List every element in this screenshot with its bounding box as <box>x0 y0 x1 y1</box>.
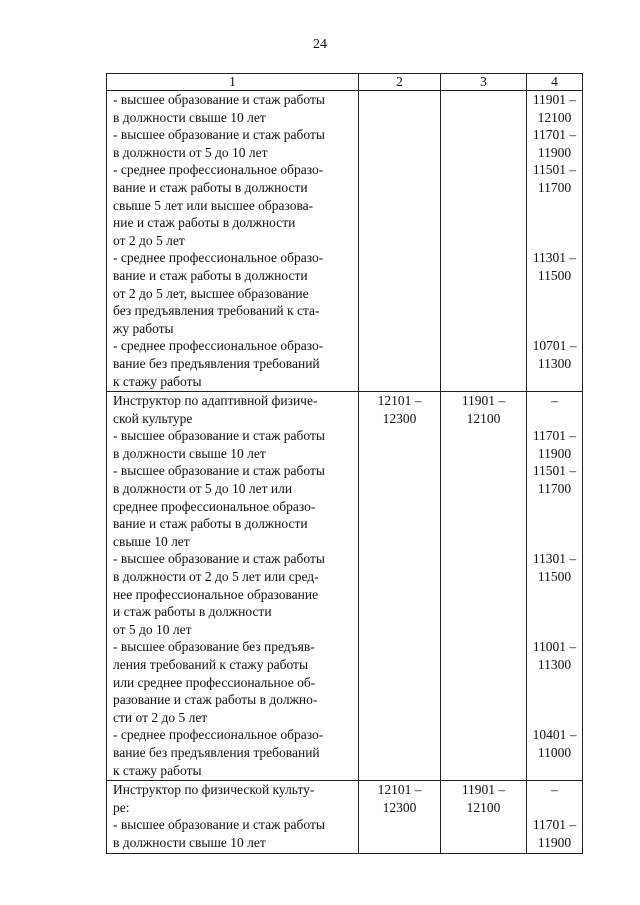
table-cell-col4 <box>527 91 583 392</box>
cell-line: вание без предъявления требований <box>113 355 320 371</box>
cell-line: – <box>551 782 558 798</box>
cell-line: 11301 – <box>532 250 577 266</box>
cell-line: - среднее профессиональное образо- <box>113 338 324 354</box>
cell-line: к стажу работы <box>113 762 202 778</box>
cell-line: нее профессиональное образование <box>113 586 319 602</box>
cell-line: или среднее профессиональное об- <box>113 674 316 690</box>
table-cell-col1 <box>107 91 359 392</box>
header-cell-1: 1 <box>107 74 359 91</box>
table-cell-col3 <box>441 91 527 392</box>
cell-line: жу работы <box>113 320 174 336</box>
table-cell-col2 <box>359 91 441 392</box>
cell-line <box>527 498 582 516</box>
cell-line: вание без предъявления требований <box>113 744 320 760</box>
cell-line: в должности свыше 10 лет <box>113 445 266 461</box>
cell-line <box>527 799 582 817</box>
table-header-row <box>107 74 583 91</box>
cell-line <box>527 232 582 250</box>
header-cell-3: 3 <box>441 74 527 91</box>
cell-line: 11901 – <box>532 92 577 107</box>
cell-line: 10701 – <box>532 338 577 354</box>
cell-line: разование и стаж работы в должно- <box>113 692 318 708</box>
cell-line: 11501 – <box>532 463 577 479</box>
cell-line <box>527 410 582 428</box>
cell-line: 11500 <box>537 569 572 585</box>
table-cell-col3 <box>441 781 527 853</box>
cell-line: от 5 до 10 лет <box>113 621 192 637</box>
cell-line: 12100 <box>537 109 572 125</box>
cell-line: Инструктор по физической культу- <box>113 782 315 798</box>
cell-line <box>527 373 582 391</box>
cell-line: 11900 <box>537 445 572 461</box>
cell-line: ления требований к стажу работы <box>113 657 309 672</box>
cell-line: - высшее образование и стаж работы <box>113 92 325 107</box>
cell-line <box>527 762 582 780</box>
cell-line: - высшее образование и стаж работы <box>113 127 325 143</box>
cell-line <box>527 320 582 338</box>
table-cell-col1 <box>107 781 359 853</box>
table-cell-col4 <box>527 781 583 853</box>
cell-line: - высшее образование без предъяв- <box>113 639 315 655</box>
cell-line <box>527 674 582 692</box>
cell-line <box>527 515 582 533</box>
cell-line: в должности свыше 10 лет <box>113 109 266 125</box>
cell-line <box>527 621 582 639</box>
cell-line: 11700 <box>537 481 572 497</box>
cell-line <box>527 533 582 551</box>
cell-line <box>527 586 582 604</box>
cell-line: 12101 – <box>377 393 422 409</box>
cell-line: 12300 <box>382 410 417 426</box>
cell-line: 11300 <box>537 355 572 371</box>
table-row <box>107 392 583 781</box>
cell-line: 12300 <box>382 799 417 815</box>
cell-line: вание и стаж работы в должности <box>113 516 308 532</box>
cell-line: - высшее образование и стаж работы <box>113 551 325 567</box>
table-cell-col2 <box>359 392 441 781</box>
table-cell-col3 <box>441 392 527 781</box>
cell-line: от 2 до 5 лет, высшее образование <box>113 285 309 301</box>
cell-line: 11501 – <box>532 162 577 178</box>
cell-line: Инструктор по адаптивной физиче- <box>113 393 318 409</box>
table-row <box>107 91 583 392</box>
cell-line: в должности от 5 до 10 лет или <box>113 481 293 497</box>
cell-line: 11000 <box>537 744 572 760</box>
cell-line: от 2 до 5 лет <box>113 232 185 248</box>
cell-line <box>527 285 582 303</box>
header-cell-4: 4 <box>527 74 583 91</box>
cell-line: 12100 <box>466 410 501 426</box>
cell-line: и стаж работы в должности <box>113 604 272 620</box>
cell-line: 11901 – <box>461 782 506 798</box>
cell-line <box>527 691 582 709</box>
cell-line: 11701 – <box>532 817 577 833</box>
cell-line: в должности от 5 до 10 лет <box>113 144 268 160</box>
salary-table <box>106 73 583 854</box>
table-row <box>107 781 583 853</box>
cell-line: 11900 <box>537 144 572 160</box>
cell-line: 12100 <box>466 799 501 815</box>
cell-line: - высшее образование и стаж работы <box>113 817 325 833</box>
cell-line: 11301 – <box>532 551 577 567</box>
cell-line: в должности свыше 10 лет <box>113 834 266 850</box>
table-cell-col4 <box>527 392 583 781</box>
cell-line: - высшее образование и стаж работы <box>113 428 325 444</box>
cell-line: 11901 – <box>461 393 506 409</box>
cell-line <box>527 302 582 320</box>
cell-line: 12101 – <box>377 782 422 798</box>
cell-line: 11701 – <box>532 428 577 444</box>
cell-line: – <box>551 393 558 409</box>
cell-line: свыше 10 лет <box>113 533 190 549</box>
cell-line: 10401 – <box>532 727 577 743</box>
cell-line: свыше 5 лет или высшее образова- <box>113 197 314 213</box>
cell-line: 11001 – <box>532 639 577 655</box>
cell-line: 11300 <box>537 657 572 672</box>
cell-line: ре: <box>113 799 130 815</box>
cell-line: среднее профессиональное образо- <box>113 498 316 514</box>
table-cell-col1 <box>107 392 359 781</box>
cell-line: вание и стаж работы в должности <box>113 179 308 195</box>
cell-line <box>527 197 582 215</box>
cell-line: ние и стаж работы в должности <box>113 215 296 231</box>
cell-line <box>527 214 582 232</box>
cell-line: 11900 <box>537 834 572 850</box>
cell-line: 11500 <box>537 267 572 283</box>
cell-line: вание и стаж работы в должности <box>113 267 308 283</box>
cell-line: ской культуре <box>113 410 193 426</box>
cell-line: без предъявления требований к ста- <box>113 303 320 319</box>
cell-line <box>527 709 582 727</box>
cell-line: 11701 – <box>532 127 577 143</box>
cell-line: к стажу работы <box>113 373 202 389</box>
cell-line: - среднее профессиональное образо- <box>113 727 324 743</box>
cell-line: 11700 <box>537 179 572 195</box>
cell-line: - среднее профессиональное образо- <box>113 162 324 178</box>
cell-line: сти от 2 до 5 лет <box>113 709 208 725</box>
cell-line: в должности от 2 до 5 лет или сред- <box>113 569 319 585</box>
header-cell-2: 2 <box>359 74 441 91</box>
page-number: 24 <box>313 37 327 52</box>
cell-line: - среднее профессиональное образо- <box>113 250 324 266</box>
cell-line <box>527 603 582 621</box>
table-cell-col2 <box>359 781 441 853</box>
cell-line: - высшее образование и стаж работы <box>113 463 325 479</box>
